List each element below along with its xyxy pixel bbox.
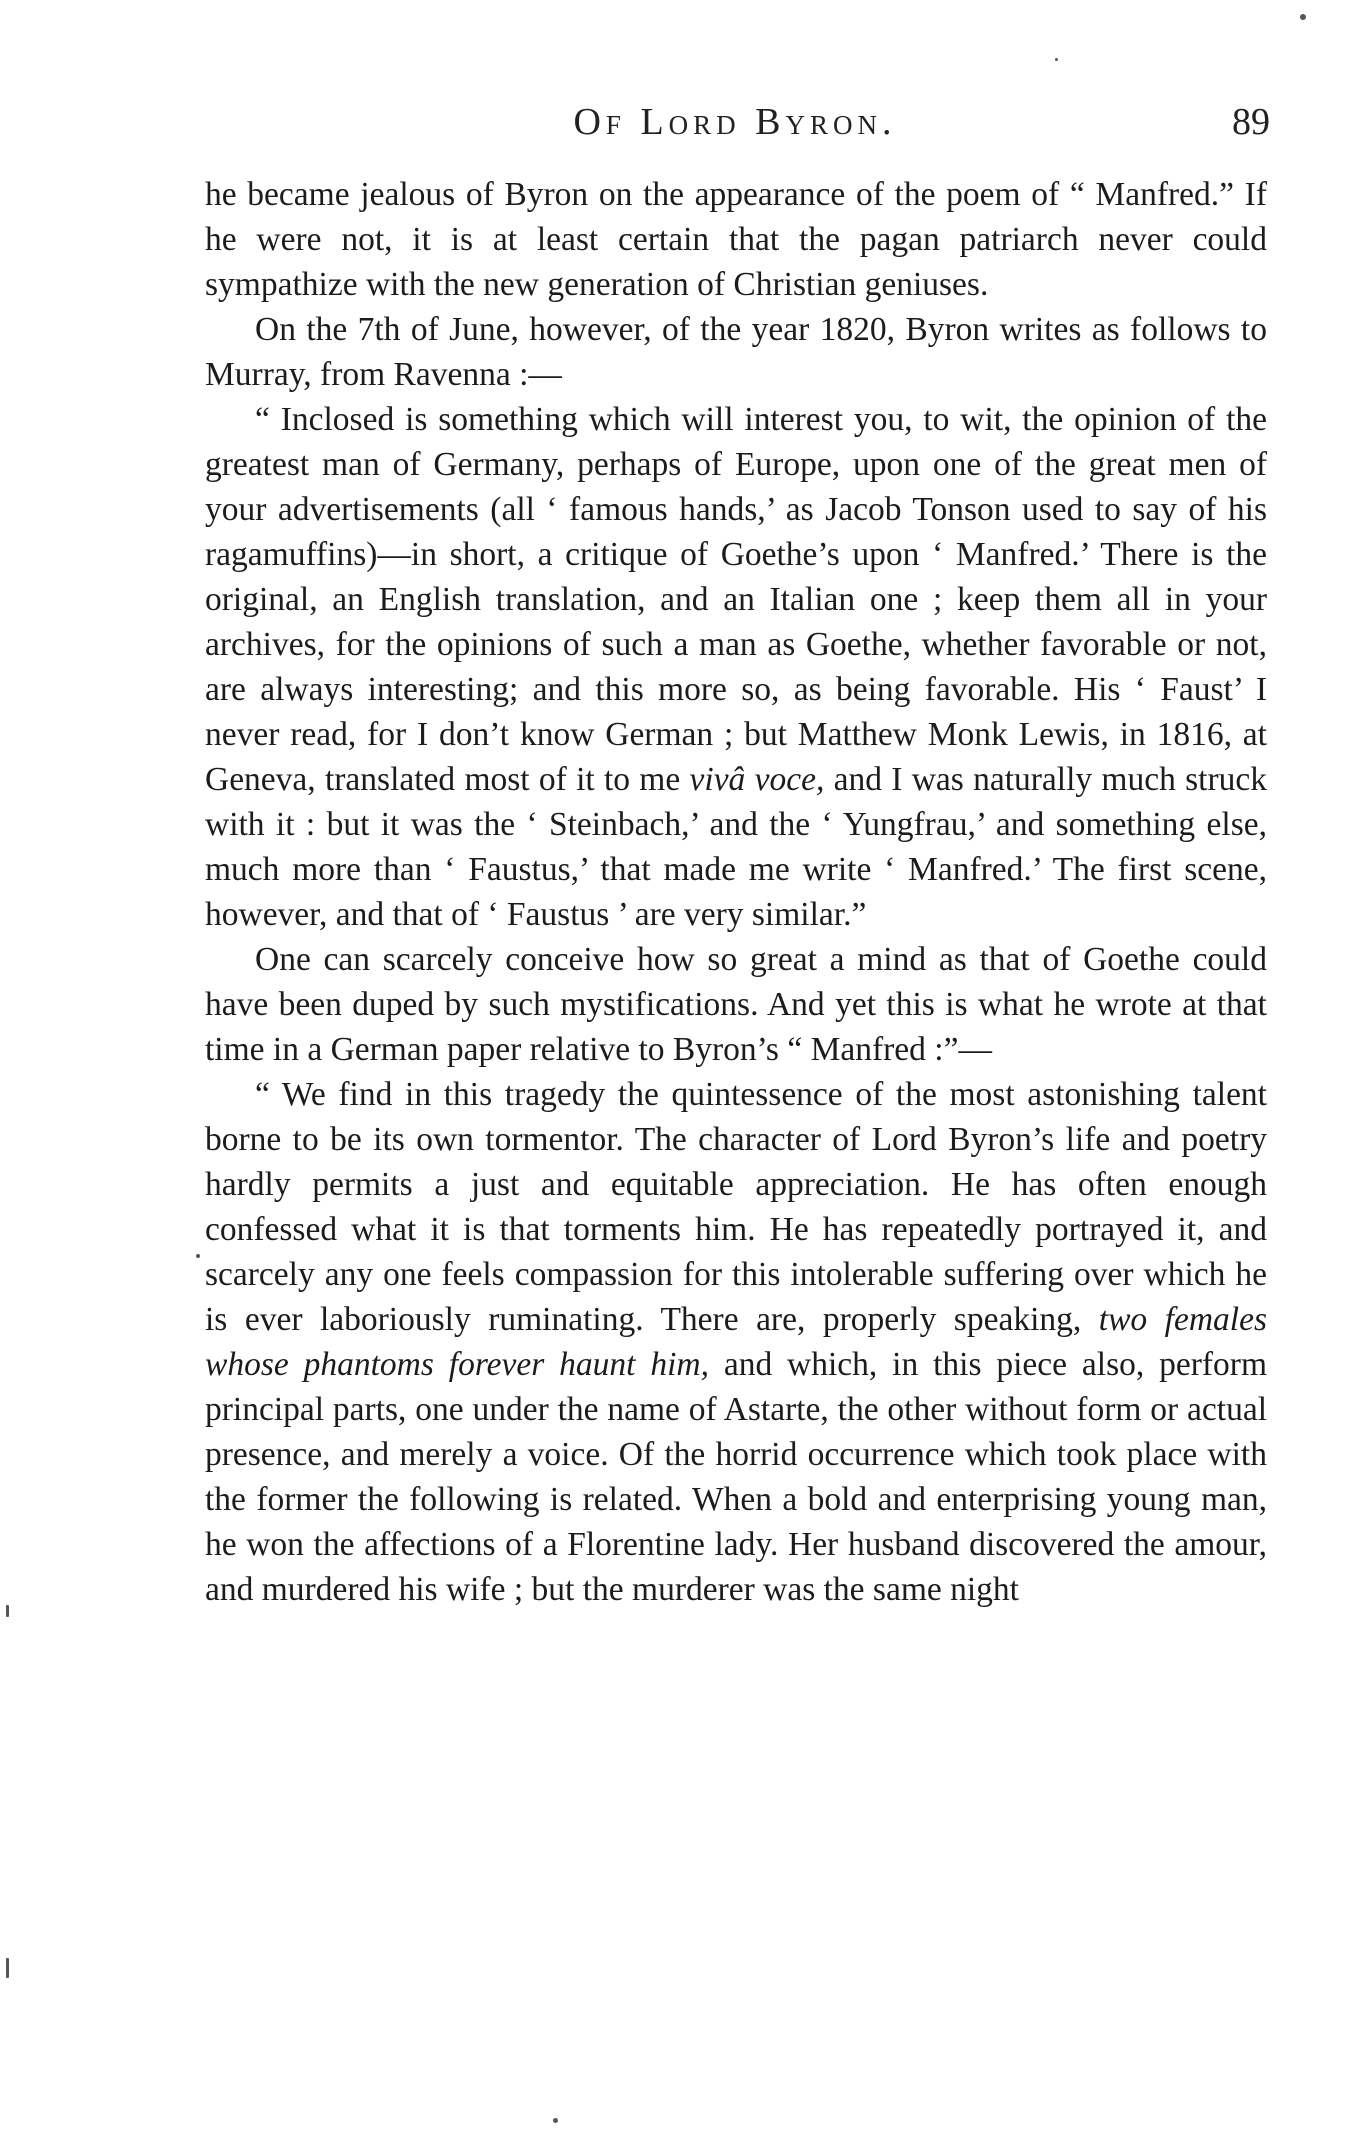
scan-speck	[1055, 58, 1058, 61]
paragraph-text: he became jealous of Byron on the appearance of the poem of “ Manfred.” If he were not, it is at least certain that the pagan patriarch never could sympathize with the new generation of Christian geniuses.	[205, 176, 1267, 303]
paragraph-continued	[205, 172, 1267, 307]
paragraph	[205, 937, 1267, 1072]
scan-speck	[6, 1605, 9, 1617]
paragraph-text: and I was naturally much struck with it : but it was the ‘ Steinbach,’ and the ‘ Yungfrau,’ and something else, much more than ‘ Faustus,’ that made me write ‘ Manfred.’ The first scene, however, and that of ‘ Faustus ’ are very similar.”	[205, 761, 1267, 933]
italic-phrase: vivâ voce,	[689, 761, 825, 798]
paragraph-text: On the 7th of June, however, of the year 1820, Byron writes as follows to Murray, from Ravenna :—	[205, 311, 1267, 393]
page-number: 89	[1232, 101, 1270, 143]
scan-speck	[6, 1958, 9, 1978]
paragraph	[205, 307, 1267, 397]
quoted-letter	[205, 397, 1267, 937]
body-text	[205, 172, 1267, 1612]
scan-speck	[196, 1254, 200, 1258]
paragraph-text: One can scarcely conceive how so great a mind as that of Goethe could have been duped by such mystifications. And yet this is what he wrote at that time in a German paper relative to Byron’s “ Manfred :”—	[205, 941, 1267, 1068]
paragraph-text: and which, in this piece also, perform principal parts, one under the name of Astarte, the other without form or actual presence, and merely a voice. Of the horrid occurrence which took place with the former the following is related. When a bold and enterprising young man, he won the affections of a Florentine lady. Her husband discovered the amour, and murdered his wife ; but the murderer was the same night	[205, 1346, 1268, 1608]
scan-speck	[1300, 14, 1306, 20]
running-title: Of Lord Byron.	[573, 101, 897, 143]
quoted-review	[205, 1072, 1267, 1612]
running-head	[200, 100, 1270, 160]
paragraph-text: “ We find in this tragedy the quintessence of the most astonishing talent borne to be its own tormentor. The character of Lord Byron’s life and poetry hardly permits a just and equitable appreciation. He has often enough confessed what it is that torments him. He has repeatedly portrayed it, and scarcely any one feels compassion for this intolerable suffering over which he is ever laboriously ruminating. There are, properly speaking,	[205, 1076, 1267, 1338]
italic-phrase: two females whose phantoms forever haunt him,	[205, 1301, 1267, 1383]
scan-speck	[553, 2118, 558, 2123]
paragraph-text: “ Inclosed is something which will interest you, to wit, the opinion of the greatest man of Germany, perhaps of Europe, upon one of the great men of your advertisements (all ‘ famous hands,’ as Jacob Tonson used to say of his ragamuffins)—in short, a critique of Goethe’s upon ‘ Manfred.’ There is the original, an English translation, and an Italian one ; keep them all in your archives, for the opinions of such a man as Goethe, whether favorable or not, are always interesting; and this more so, as being favorable. His ‘ Faust’ I never read, for I don’t know German ; but Matthew Monk Lewis, in 1816, at Geneva, translated most of it to me	[205, 401, 1267, 798]
